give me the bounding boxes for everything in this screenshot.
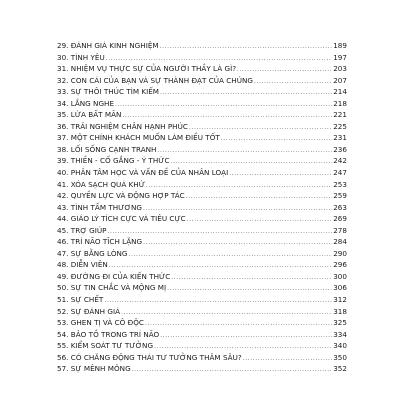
toc-entry[interactable] (57, 132, 347, 144)
toc-entry-title: 35. LỪA BẤT MÃN (57, 110, 122, 120)
toc-entry-title: 48. DIỄN VIÊN (57, 260, 108, 270)
toc-entry-page: 312 (333, 295, 347, 305)
toc-entry-title: 40. PHÂN TÂM HỌC VÀ VẤN ĐỀ CỦA NHÂN LOẠI (57, 168, 229, 178)
toc-entry-title: 52. SỰ ĐÁNH GIÁ (57, 306, 121, 316)
toc-entry-page: 325 (333, 318, 347, 328)
toc-entry[interactable] (57, 340, 347, 352)
toc-entry[interactable] (57, 213, 347, 225)
toc-entry[interactable] (57, 86, 347, 98)
toc-entry[interactable] (57, 190, 347, 202)
toc-entry[interactable] (57, 63, 347, 75)
toc-entry-page: 340 (333, 341, 347, 351)
toc-entry-page: 318 (333, 306, 347, 316)
toc-entry[interactable] (57, 155, 347, 167)
toc-entry-title: 29. ĐÁNH GIÁ KINH NGHIỆM (57, 41, 159, 50)
toc-entry-page: 242 (333, 156, 347, 166)
toc-entry-page: 203 (333, 64, 347, 74)
toc-entry[interactable] (57, 294, 347, 306)
toc-entry-title: 46. TRÍ NÃO TĨCH LẶNG (57, 237, 143, 247)
toc-entry[interactable] (57, 179, 347, 191)
toc-entry-page: 300 (333, 271, 347, 281)
toc-entry-title: 43. TÌNH TẤM THƯƠNG (57, 202, 142, 212)
toc-entry-title: 44. GIÁO LÝ TÍCH CỰC VÀ TIÊU CỰC (57, 214, 186, 224)
toc-entry-page: 334 (333, 329, 347, 339)
toc-entry[interactable] (57, 352, 347, 364)
toc-entry-title: 39. THIỀN - CỐ GẮNG - Ý THỨC (57, 156, 170, 166)
table-of-contents (57, 40, 347, 375)
dot-leader (229, 168, 332, 180)
toc-entry[interactable] (57, 144, 347, 156)
dot-leader (104, 295, 332, 307)
dot-leader (128, 249, 332, 261)
toc-entry-title: 38. LỐI SỐNG CẠNH TRANH (57, 144, 157, 154)
toc-entry-page: 290 (333, 248, 347, 258)
toc-entry-page: 352 (333, 364, 347, 374)
dot-leader (221, 133, 332, 145)
toc-entry[interactable] (57, 225, 347, 237)
toc-entry-title: 50. SỰ TIN CHẮC VÀ MỘNG MỊ (57, 283, 167, 293)
toc-entry-page: 221 (333, 110, 347, 120)
dot-leader (254, 76, 332, 88)
toc-entry[interactable] (57, 248, 347, 260)
dot-leader (243, 353, 332, 365)
dot-leader (145, 318, 332, 330)
dot-leader (115, 99, 332, 111)
toc-entry-page: 197 (333, 52, 347, 62)
toc-entry[interactable] (57, 306, 347, 318)
toc-entry[interactable] (57, 52, 347, 64)
toc-entry-title: 42. QUYỀN LỰC VÀ ĐỘNG HỢP TÁC (57, 191, 185, 201)
toc-entry-page: 296 (333, 260, 347, 270)
toc-entry-title: 47. SỰ BẰNG LÒNG (57, 248, 128, 258)
toc-entry-page: 278 (333, 225, 347, 235)
toc-entry-title: 55. KIỂM SOÁT TƯ TƯỞNG (57, 341, 154, 351)
toc-entry-page: 284 (333, 237, 347, 247)
toc-entry-page: 269 (333, 214, 347, 224)
toc-entry-page: 306 (333, 283, 347, 293)
toc-entry[interactable] (57, 98, 347, 110)
toc-entry-title: 37. MỘT CHÍNH KHÁCH MUỐN LÀM ĐIỀU TỐT (57, 133, 220, 143)
toc-entry-title: 31. NHIỆM VỤ THỰC SỰ CỦA NGƯỜI THẦY LÀ GÌ? (57, 64, 237, 74)
dot-leader (132, 364, 332, 376)
toc-entry-title: 53. GHEN TỊ VÀ CÔ ĐỘC (57, 318, 144, 328)
toc-entry[interactable] (57, 121, 347, 133)
toc-entry-page: 189 (333, 41, 347, 50)
toc-entry[interactable] (57, 271, 347, 283)
toc-entry-title: 34. LẮNG NGHE (57, 98, 115, 108)
dot-leader (171, 272, 332, 284)
dot-leader (160, 87, 332, 99)
toc-entry-title: 45. TRỢ GIÚP (57, 225, 107, 235)
toc-entry[interactable] (57, 236, 347, 248)
toc-entry-page: 350 (333, 352, 347, 362)
toc-entry-page: 225 (333, 121, 347, 131)
toc-entry[interactable] (57, 202, 347, 214)
toc-entry[interactable] (57, 282, 347, 294)
toc-entry-page: 263 (333, 202, 347, 212)
toc-entry-page: 218 (333, 98, 347, 108)
toc-entry[interactable] (57, 167, 347, 179)
toc-entry-title: 30. TÌNH YÊU (57, 52, 105, 62)
toc-entry[interactable] (57, 363, 347, 375)
dot-leader (186, 191, 332, 203)
toc-entry-page: 207 (333, 75, 347, 85)
toc-entry[interactable] (57, 317, 347, 329)
dot-leader (157, 145, 332, 157)
toc-entry-title: 41. XÓA SẠCH QUÁ KHỨ (57, 179, 145, 189)
toc-entry-page: 236 (333, 144, 347, 154)
toc-entry-title: 49. ĐƯỜNG ĐI CỦA KIẾN THỨC (57, 271, 171, 281)
toc-entry-title: 56. CÓ CHĂNG ĐỘNG THÁI TƯ TƯỞNG THÂM SÂU? (57, 352, 242, 362)
toc-entry-title: 57. SỰ MÊNH MÔNG (57, 364, 131, 374)
toc-entry[interactable] (57, 329, 347, 341)
dot-leader (143, 237, 332, 249)
toc-entry-page: 214 (333, 87, 347, 97)
toc-entry-page: 253 (333, 179, 347, 189)
dot-leader (187, 214, 332, 226)
dot-leader (167, 283, 332, 295)
toc-entry-page: 259 (333, 191, 347, 201)
dot-leader (160, 330, 332, 342)
toc-entry[interactable] (57, 109, 347, 121)
toc-entry-title: 36. TRẢI NGHIỆM CHÂN HẠNH PHÚC (57, 121, 188, 131)
dot-leader (160, 41, 332, 53)
toc-entry-page: 247 (333, 168, 347, 178)
toc-entry[interactable] (57, 75, 347, 87)
toc-entry-title: 54. BẢO TỒ TRONG TRÍ NÃO (57, 329, 160, 339)
toc-entry[interactable] (57, 40, 347, 52)
toc-entry-title: 51. SỰ CHẾT (57, 295, 104, 305)
toc-entry-title: 33. SỰ THÔI THÚC TÌM KIẾM (57, 87, 160, 97)
toc-entry-page: 231 (333, 133, 347, 143)
dot-leader (121, 307, 332, 319)
toc-entry[interactable] (57, 259, 347, 271)
toc-entry-title: 32. CON CÁI CỦA BẠN VÀ SỰ THÀNH ĐẠT CỦA CHÚNG (57, 75, 254, 85)
